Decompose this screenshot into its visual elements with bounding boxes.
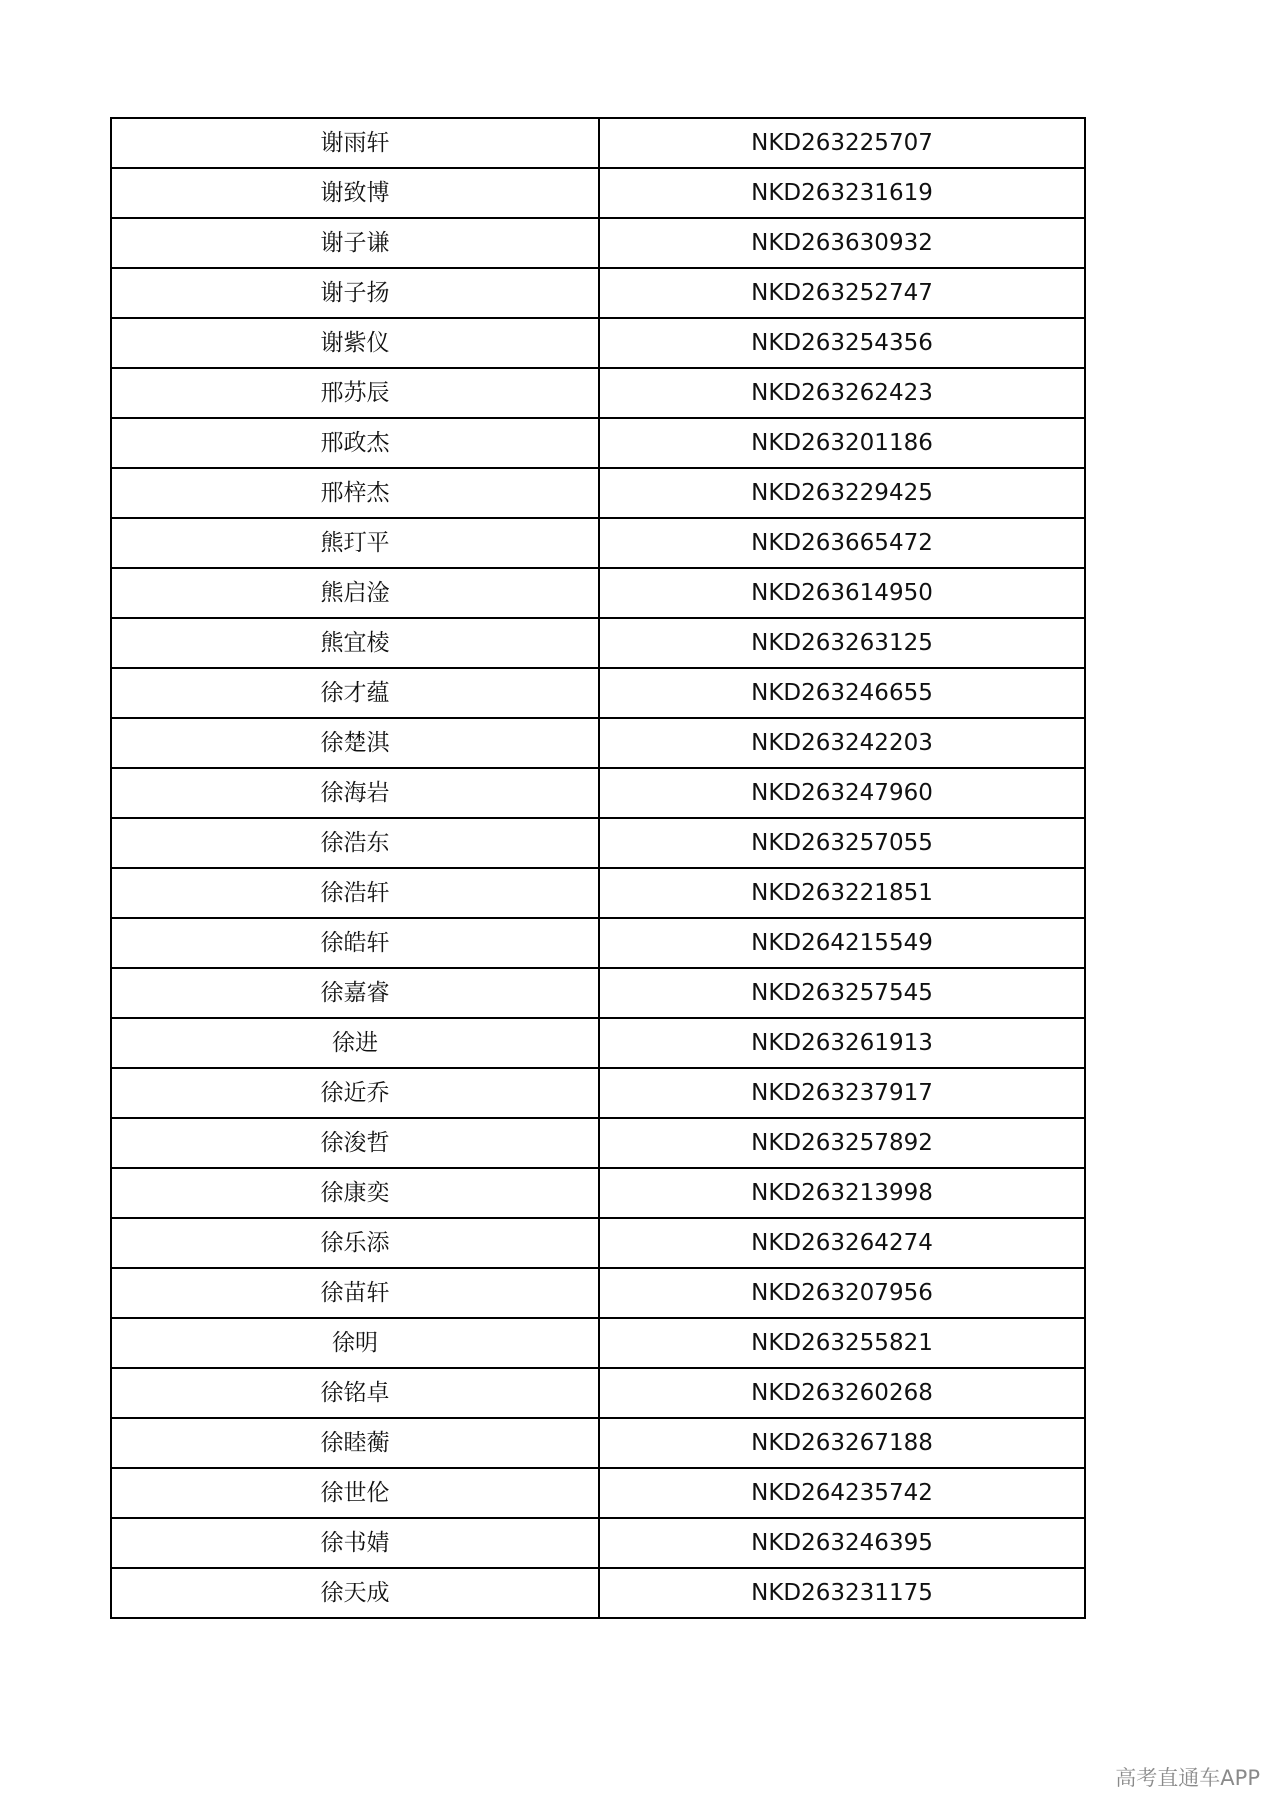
table-row <box>111 468 1085 518</box>
student-name-cell: 邢政杰 <box>111 418 599 468</box>
student-name-cell: 谢致博 <box>111 168 599 218</box>
registration-id-cell: NKD263254356 <box>599 318 1085 368</box>
registration-id-cell: NKD263246655 <box>599 668 1085 718</box>
roster-table-body <box>111 118 1085 1618</box>
table-row <box>111 1468 1085 1518</box>
table-row <box>111 1218 1085 1268</box>
student-name-cell: 谢雨轩 <box>111 118 599 168</box>
table-row <box>111 968 1085 1018</box>
table-row <box>111 1418 1085 1468</box>
table-row <box>111 1268 1085 1318</box>
student-name-cell: 徐铭卓 <box>111 1368 599 1418</box>
registration-id-cell: NKD263614950 <box>599 568 1085 618</box>
table-row <box>111 618 1085 668</box>
student-name-cell: 徐睦蘅 <box>111 1418 599 1468</box>
registration-id-cell: NKD263264274 <box>599 1218 1085 1268</box>
table-row <box>111 318 1085 368</box>
student-name-cell: 谢紫仪 <box>111 318 599 368</box>
table-row <box>111 1568 1085 1618</box>
registration-id-cell: NKD263247960 <box>599 768 1085 818</box>
table-row <box>111 168 1085 218</box>
registration-id-cell: NKD263242203 <box>599 718 1085 768</box>
registration-id-cell: NKD263665472 <box>599 518 1085 568</box>
student-name-cell: 谢子谦 <box>111 218 599 268</box>
student-name-cell: 徐楚淇 <box>111 718 599 768</box>
student-name-cell: 徐世伦 <box>111 1468 599 1518</box>
registration-id-cell: NKD263267188 <box>599 1418 1085 1468</box>
table-row <box>111 1518 1085 1568</box>
registration-id-cell: NKD263229425 <box>599 468 1085 518</box>
table-row <box>111 268 1085 318</box>
registration-id-cell: NKD263260268 <box>599 1368 1085 1418</box>
registration-id-cell: NKD263207956 <box>599 1268 1085 1318</box>
student-name-cell: 徐康奕 <box>111 1168 599 1218</box>
student-name-cell: 熊玎平 <box>111 518 599 568</box>
table-row <box>111 1318 1085 1368</box>
student-name-cell: 徐进 <box>111 1018 599 1068</box>
student-name-cell: 徐书婧 <box>111 1518 599 1568</box>
table-row <box>111 218 1085 268</box>
table-row <box>111 368 1085 418</box>
table-row <box>111 568 1085 618</box>
registration-id-cell: NKD263263125 <box>599 618 1085 668</box>
student-name-cell: 徐浩东 <box>111 818 599 868</box>
registration-id-cell: NKD264235742 <box>599 1468 1085 1518</box>
registration-id-cell: NKD263231175 <box>599 1568 1085 1618</box>
student-name-cell: 徐才蕴 <box>111 668 599 718</box>
registration-id-cell: NKD263261913 <box>599 1018 1085 1068</box>
registration-id-cell: NKD263201186 <box>599 418 1085 468</box>
registration-id-cell: NKD264215549 <box>599 918 1085 968</box>
registration-id-cell: NKD263231619 <box>599 168 1085 218</box>
table-row <box>111 1368 1085 1418</box>
registration-id-cell: NKD263237917 <box>599 1068 1085 1118</box>
registration-id-cell: NKD263630932 <box>599 218 1085 268</box>
registration-id-cell: NKD263262423 <box>599 368 1085 418</box>
roster-table <box>110 117 1086 1619</box>
registration-id-cell: NKD263257055 <box>599 818 1085 868</box>
table-row <box>111 518 1085 568</box>
student-name-cell: 徐天成 <box>111 1568 599 1618</box>
watermark: 高考直通车APP <box>1115 1766 1260 1790</box>
table-row <box>111 418 1085 468</box>
table-row <box>111 1068 1085 1118</box>
student-name-cell: 徐嘉睿 <box>111 968 599 1018</box>
student-name-cell: 徐皓轩 <box>111 918 599 968</box>
student-name-cell: 徐浩轩 <box>111 868 599 918</box>
table-row <box>111 668 1085 718</box>
table-row <box>111 768 1085 818</box>
registration-id-cell: NKD263246395 <box>599 1518 1085 1568</box>
table-row <box>111 1168 1085 1218</box>
student-name-cell: 徐近乔 <box>111 1068 599 1118</box>
registration-id-cell: NKD263225707 <box>599 118 1085 168</box>
registration-id-cell: NKD263221851 <box>599 868 1085 918</box>
table-row <box>111 868 1085 918</box>
registration-id-cell: NKD263255821 <box>599 1318 1085 1368</box>
student-name-cell: 徐乐添 <box>111 1218 599 1268</box>
table-row <box>111 1018 1085 1068</box>
student-name-cell: 徐明 <box>111 1318 599 1368</box>
registration-id-cell: NKD263257892 <box>599 1118 1085 1168</box>
student-name-cell: 徐浚哲 <box>111 1118 599 1168</box>
table-row <box>111 718 1085 768</box>
student-name-cell: 邢梓杰 <box>111 468 599 518</box>
student-name-cell: 熊启淦 <box>111 568 599 618</box>
student-name-cell: 谢子扬 <box>111 268 599 318</box>
table-row <box>111 818 1085 868</box>
student-name-cell: 徐海岩 <box>111 768 599 818</box>
registration-id-cell: NKD263213998 <box>599 1168 1085 1218</box>
student-name-cell: 邢苏辰 <box>111 368 599 418</box>
student-name-cell: 熊宜棱 <box>111 618 599 668</box>
table-row <box>111 918 1085 968</box>
student-name-cell: 徐苗轩 <box>111 1268 599 1318</box>
registration-id-cell: NKD263257545 <box>599 968 1085 1018</box>
registration-id-cell: NKD263252747 <box>599 268 1085 318</box>
table-row <box>111 1118 1085 1168</box>
table-row <box>111 118 1085 168</box>
